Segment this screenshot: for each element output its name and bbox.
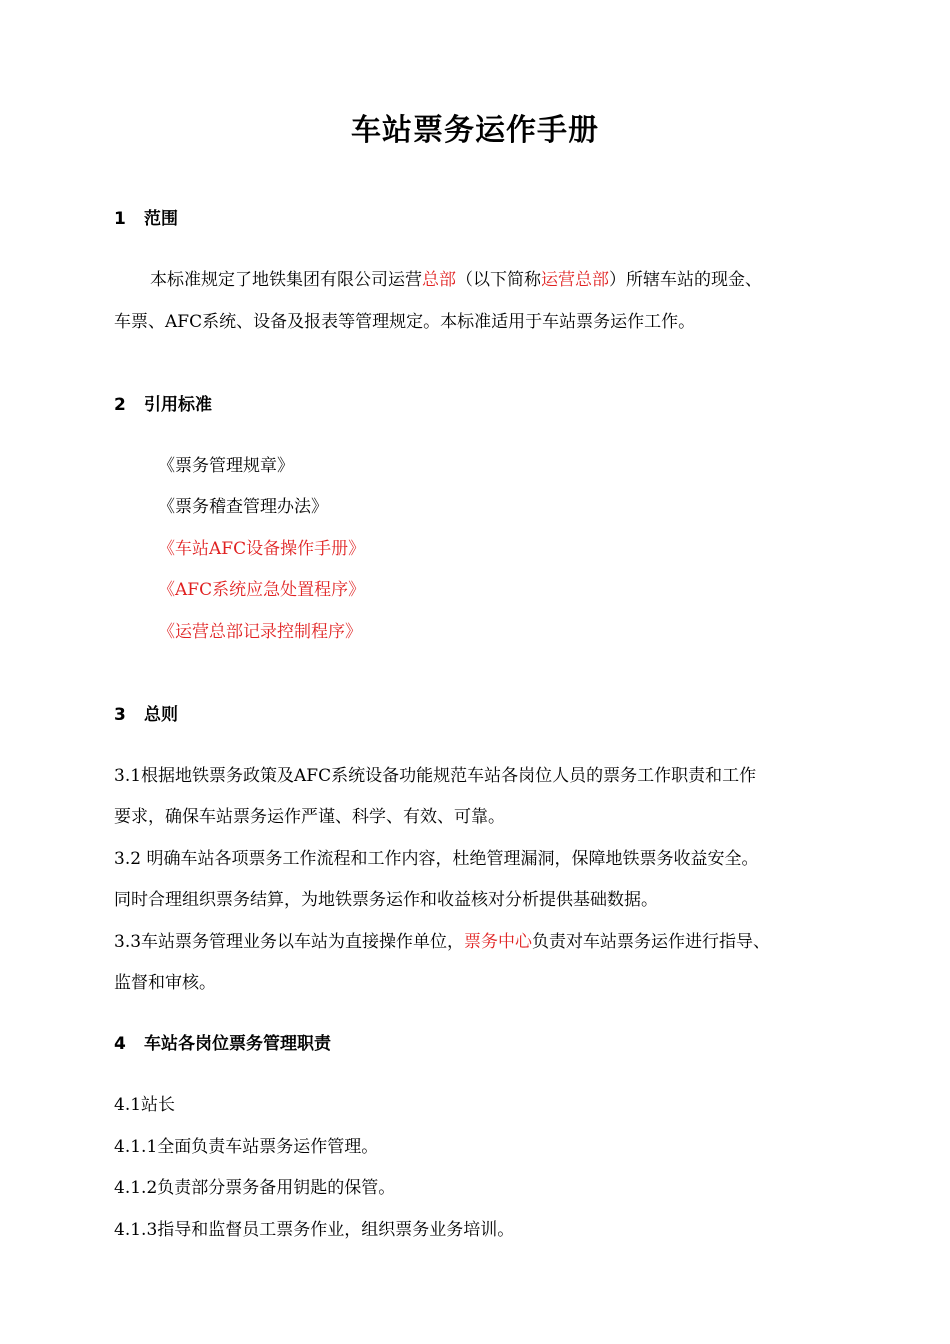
text-run: （以下简称 bbox=[456, 270, 541, 290]
section-number: 1 bbox=[114, 209, 126, 229]
section-title: 总则 bbox=[144, 705, 178, 725]
section-title: 范围 bbox=[144, 209, 178, 229]
general-paragraph-line: 监督和审核。 bbox=[114, 973, 216, 993]
section-3-heading bbox=[114, 703, 178, 727]
reference-item: 《AFC系统应急处置程序》 bbox=[158, 580, 366, 600]
text-run: 本标准规定了地铁集团有限公司运营 bbox=[150, 270, 422, 290]
highlight-text: 票务中心 bbox=[464, 932, 533, 952]
text-run: 3.3车站票务管理业务以车站为直接操作单位， bbox=[114, 932, 465, 952]
section-title: 车站各岗位票务管理职责 bbox=[144, 1034, 331, 1054]
duty-item: 4.1.3指导和监督员工票务作业，组织票务业务培训。 bbox=[114, 1220, 515, 1240]
general-paragraph-line: 3.2 明确车站各项票务工作流程和工作内容，杜绝管理漏洞，保障地铁票务收益安全。 bbox=[114, 849, 759, 869]
section-title: 引用标准 bbox=[144, 395, 212, 415]
reference-item: 《运营总部记录控制程序》 bbox=[158, 622, 362, 642]
section-number: 2 bbox=[114, 395, 126, 415]
highlight-text: 运营总部 bbox=[541, 270, 609, 290]
section-number: 3 bbox=[114, 705, 126, 725]
scope-paragraph-line-1 bbox=[150, 268, 762, 292]
duty-item: 4.1站长 bbox=[114, 1095, 176, 1115]
scope-paragraph-line-2: 车票、AFC系统、设备及报表等管理规定。本标准适用于车站票务运作工作。 bbox=[114, 312, 696, 332]
reference-item: 《车站AFC设备操作手册》 bbox=[158, 539, 366, 559]
text-run: ）所辖车站的现金、 bbox=[609, 270, 762, 290]
section-1-heading bbox=[114, 207, 178, 231]
highlight-text: 总部 bbox=[422, 270, 456, 290]
reference-item: 《票务稽查管理办法》 bbox=[158, 497, 328, 517]
section-2-heading bbox=[114, 393, 212, 417]
general-paragraph-line: 要求，确保车站票务运作严谨、科学、有效、可靠。 bbox=[114, 807, 505, 827]
duty-item: 4.1.2负责部分票务备用钥匙的保管。 bbox=[114, 1178, 396, 1198]
reference-item: 《票务管理规章》 bbox=[158, 456, 294, 476]
general-paragraph-line bbox=[114, 930, 770, 954]
general-paragraph-line: 同时合理组织票务结算，为地铁票务运作和收益核对分析提供基础数据。 bbox=[114, 890, 658, 910]
general-paragraph-line: 3.1根据地铁票务政策及AFC系统设备功能规范车站各岗位人员的票务工作职责和工作 bbox=[114, 766, 757, 786]
section-number: 4 bbox=[114, 1034, 126, 1054]
section-4-heading bbox=[114, 1032, 331, 1056]
duty-item: 4.1.1全面负责车站票务运作管理。 bbox=[114, 1137, 379, 1157]
text-run: 负责对车站票务运作进行指导、 bbox=[532, 932, 771, 952]
document-title: 车站票务运作手册 bbox=[351, 113, 599, 148]
